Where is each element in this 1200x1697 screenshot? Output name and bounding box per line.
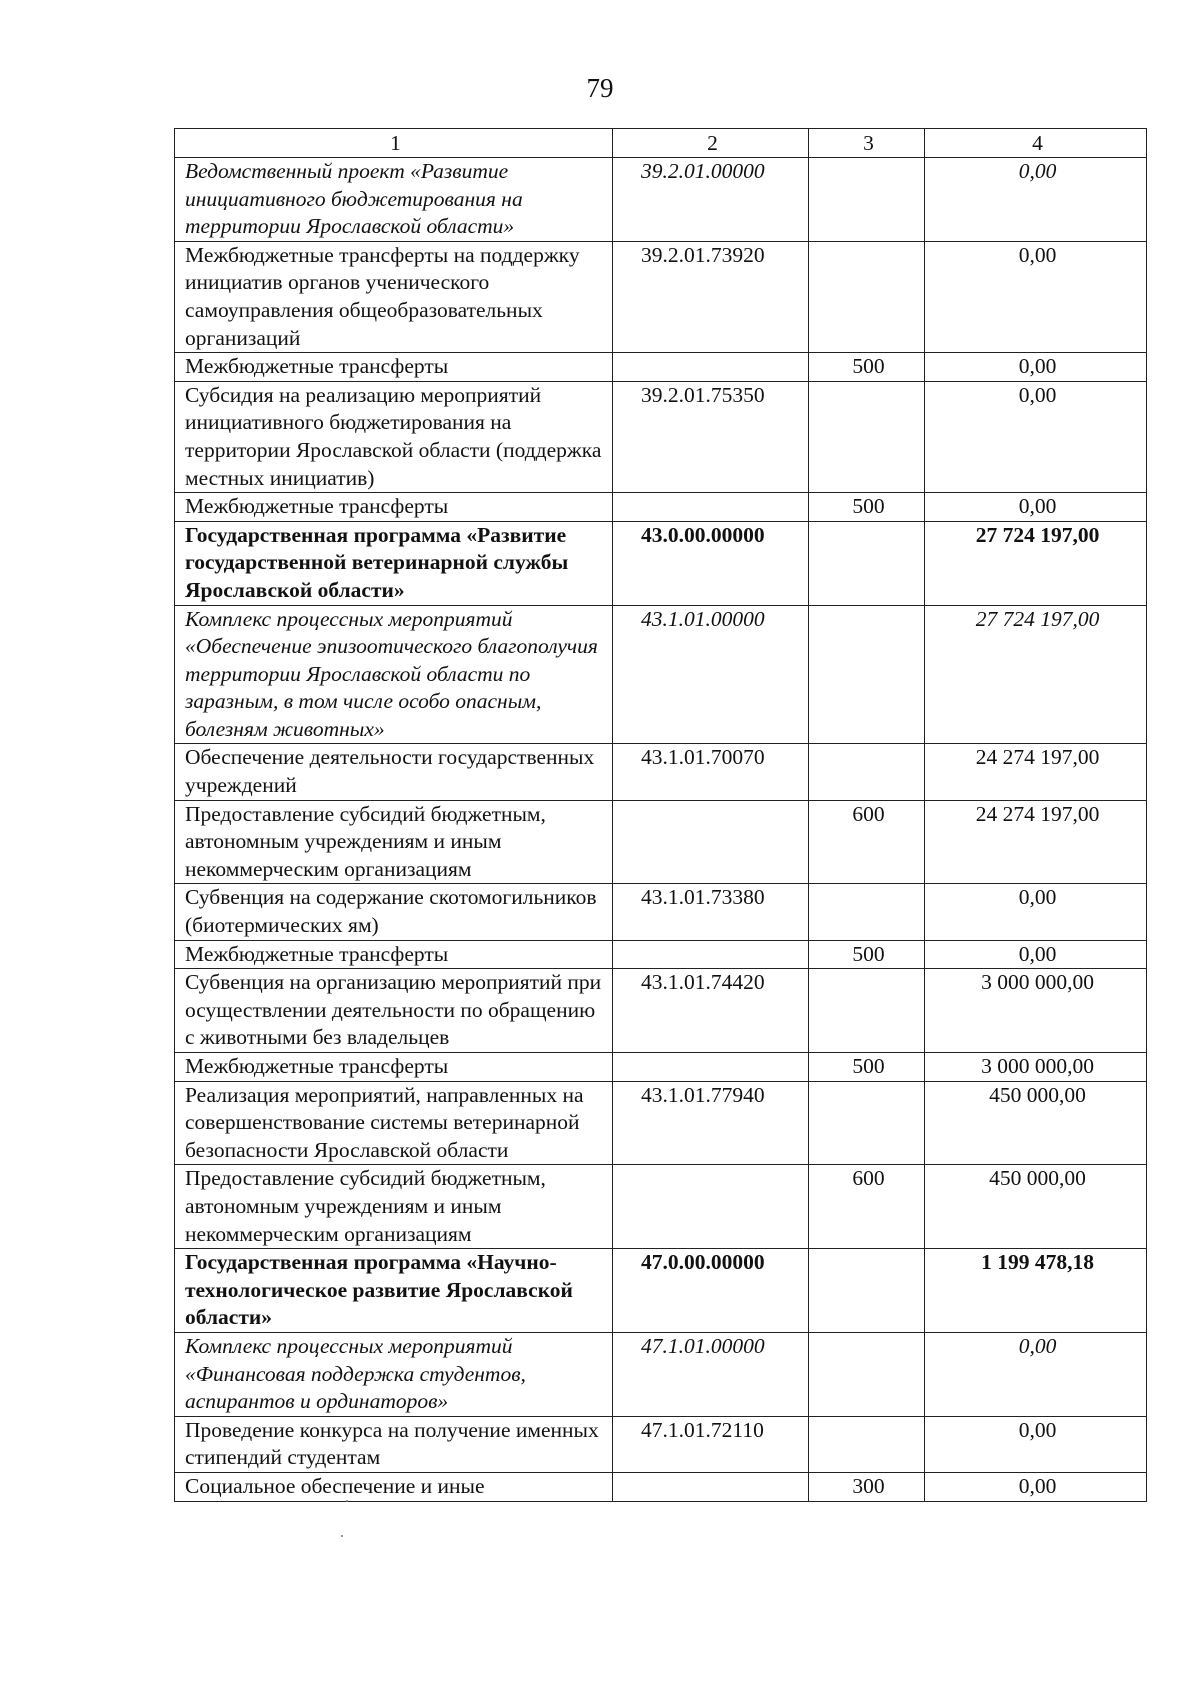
row-name-cell: Комплекс процессных мероприятий «Обеспечение эпизоотического благополучия территории Ярославской области по заразным, в том числе особо опасным, болезням животных» [175, 605, 613, 744]
table-body [175, 129, 1147, 1502]
row-amount-cell: 27 724 197,00 [925, 605, 1147, 744]
row-code-cell [613, 493, 809, 522]
header-row [175, 129, 1147, 158]
row-name-cell: Предоставление субсидий бюджетным, автономным учреждениям и иным некоммерческим организациям [175, 800, 613, 884]
row-amount-cell: 0,00 [925, 1332, 1147, 1416]
row-expense-type-cell [809, 1249, 925, 1333]
row-code-cell: 43.1.01.73380 [613, 884, 809, 940]
table-row [175, 1053, 1147, 1082]
row-code-cell: 47.0.00.00000 [613, 1249, 809, 1333]
row-expense-type-cell: 300 [809, 1472, 925, 1501]
row-code-cell: 39.2.01.00000 [613, 158, 809, 242]
row-expense-type-cell [809, 744, 925, 800]
table-row [175, 1165, 1147, 1249]
row-amount-cell: 0,00 [925, 353, 1147, 382]
row-amount-cell: 450 000,00 [925, 1081, 1147, 1165]
row-name-cell: Межбюджетные трансферты на поддержку инициатив органов ученического самоуправления общеобразовательных организаций [175, 241, 613, 352]
column-header-1: 1 [175, 129, 613, 158]
row-amount-cell: 0,00 [925, 940, 1147, 969]
row-amount-cell: 3 000 000,00 [925, 969, 1147, 1053]
row-expense-type-cell: 500 [809, 493, 925, 522]
row-name-cell: Предоставление субсидий бюджетным, автономным учреждениям и иным некоммерческим организациям [175, 1165, 613, 1249]
row-name-cell: Межбюджетные трансферты [175, 353, 613, 382]
row-amount-cell: 0,00 [925, 158, 1147, 242]
table-row [175, 1249, 1147, 1333]
row-amount-cell: 1 199 478,18 [925, 1249, 1147, 1333]
row-code-cell: 39.2.01.73920 [613, 241, 809, 352]
table-row [175, 969, 1147, 1053]
table-row [175, 1472, 1147, 1501]
table-row [175, 353, 1147, 382]
row-expense-type-cell [809, 1332, 925, 1416]
row-amount-cell: 0,00 [925, 884, 1147, 940]
row-expense-type-cell [809, 605, 925, 744]
table-row [175, 241, 1147, 352]
row-code-cell [613, 800, 809, 884]
row-expense-type-cell: 500 [809, 940, 925, 969]
row-amount-cell: 24 274 197,00 [925, 744, 1147, 800]
budget-table [174, 128, 1147, 1502]
row-name-cell: Субвенция на содержание скотомогильников (биотермических ям) [175, 884, 613, 940]
row-name-cell: Субвенция на организацию мероприятий при осуществлении деятельности по обращению с животными без владельцев [175, 969, 613, 1053]
row-expense-type-cell [809, 969, 925, 1053]
row-name-cell: Государственная программа «Научно-технологическое развитие Ярославской области» [175, 1249, 613, 1333]
table-row [175, 1416, 1147, 1472]
row-name-cell: Межбюджетные трансферты [175, 1053, 613, 1082]
table-row [175, 744, 1147, 800]
table-row [175, 521, 1147, 605]
table-row [175, 605, 1147, 744]
row-name-cell: Социальное обеспечение и иные [175, 1472, 613, 1501]
row-amount-cell: 0,00 [925, 241, 1147, 352]
page-number: 79 [586, 73, 614, 103]
row-expense-type-cell [809, 241, 925, 352]
row-amount-cell: 0,00 [925, 381, 1147, 492]
row-expense-type-cell [809, 1416, 925, 1472]
row-amount-cell: 27 724 197,00 [925, 521, 1147, 605]
row-expense-type-cell [809, 521, 925, 605]
row-amount-cell: 450 000,00 [925, 1165, 1147, 1249]
table-row [175, 493, 1147, 522]
table-row [175, 381, 1147, 492]
row-expense-type-cell: 600 [809, 800, 925, 884]
row-expense-type-cell [809, 1081, 925, 1165]
row-amount-cell: 24 274 197,00 [925, 800, 1147, 884]
row-name-cell: Комплекс процессных мероприятий «Финансовая поддержка студентов, аспирантов и ординаторов» [175, 1332, 613, 1416]
row-code-cell [613, 353, 809, 382]
row-code-cell: 47.1.01.00000 [613, 1332, 809, 1416]
row-amount-cell: 3 000 000,00 [925, 1053, 1147, 1082]
row-code-cell: 43.0.00.00000 [613, 521, 809, 605]
row-code-cell [613, 1165, 809, 1249]
table-row [175, 1081, 1147, 1165]
table-row [175, 158, 1147, 242]
table-row [175, 800, 1147, 884]
row-name-cell: Межбюджетные трансферты [175, 940, 613, 969]
row-name-cell: Проведение конкурса на получение именных стипендий студентам [175, 1416, 613, 1472]
column-header-3: 3 [809, 129, 925, 158]
row-name-cell: Ведомственный проект «Развитие инициативного бюджетирования на территории Ярославской области» [175, 158, 613, 242]
row-code-cell: 47.1.01.72110 [613, 1416, 809, 1472]
row-name-cell: Межбюджетные трансферты [175, 493, 613, 522]
row-expense-type-cell: 600 [809, 1165, 925, 1249]
row-name-cell: Государственная программа «Развитие государственной ветеринарной службы Ярославской области» [175, 521, 613, 605]
row-amount-cell: 0,00 [925, 1416, 1147, 1472]
row-code-cell: 39.2.01.75350 [613, 381, 809, 492]
row-expense-type-cell [809, 158, 925, 242]
scan-speck [341, 1535, 343, 1537]
row-name-cell: Реализация мероприятий, направленных на совершенствование системы ветеринарной безопасности Ярославской области [175, 1081, 613, 1165]
row-expense-type-cell [809, 884, 925, 940]
table-row [175, 940, 1147, 969]
row-code-cell [613, 1053, 809, 1082]
row-code-cell [613, 940, 809, 969]
row-code-cell: 43.1.01.00000 [613, 605, 809, 744]
column-header-2: 2 [613, 129, 809, 158]
row-expense-type-cell: 500 [809, 1053, 925, 1082]
row-code-cell [613, 1472, 809, 1501]
scan-speck [346, 1500, 348, 1502]
table-row [175, 884, 1147, 940]
column-header-4: 4 [925, 129, 1147, 158]
row-code-cell: 43.1.01.70070 [613, 744, 809, 800]
row-amount-cell: 0,00 [925, 1472, 1147, 1501]
row-expense-type-cell [809, 381, 925, 492]
row-name-cell: Субсидия на реализацию мероприятий инициативного бюджетирования на территории Ярославской области (поддержка местных инициатив) [175, 381, 613, 492]
row-expense-type-cell: 500 [809, 353, 925, 382]
row-name-cell: Обеспечение деятельности государственных учреждений [175, 744, 613, 800]
table-row [175, 1332, 1147, 1416]
row-code-cell: 43.1.01.77940 [613, 1081, 809, 1165]
row-code-cell: 43.1.01.74420 [613, 969, 809, 1053]
row-amount-cell: 0,00 [925, 493, 1147, 522]
